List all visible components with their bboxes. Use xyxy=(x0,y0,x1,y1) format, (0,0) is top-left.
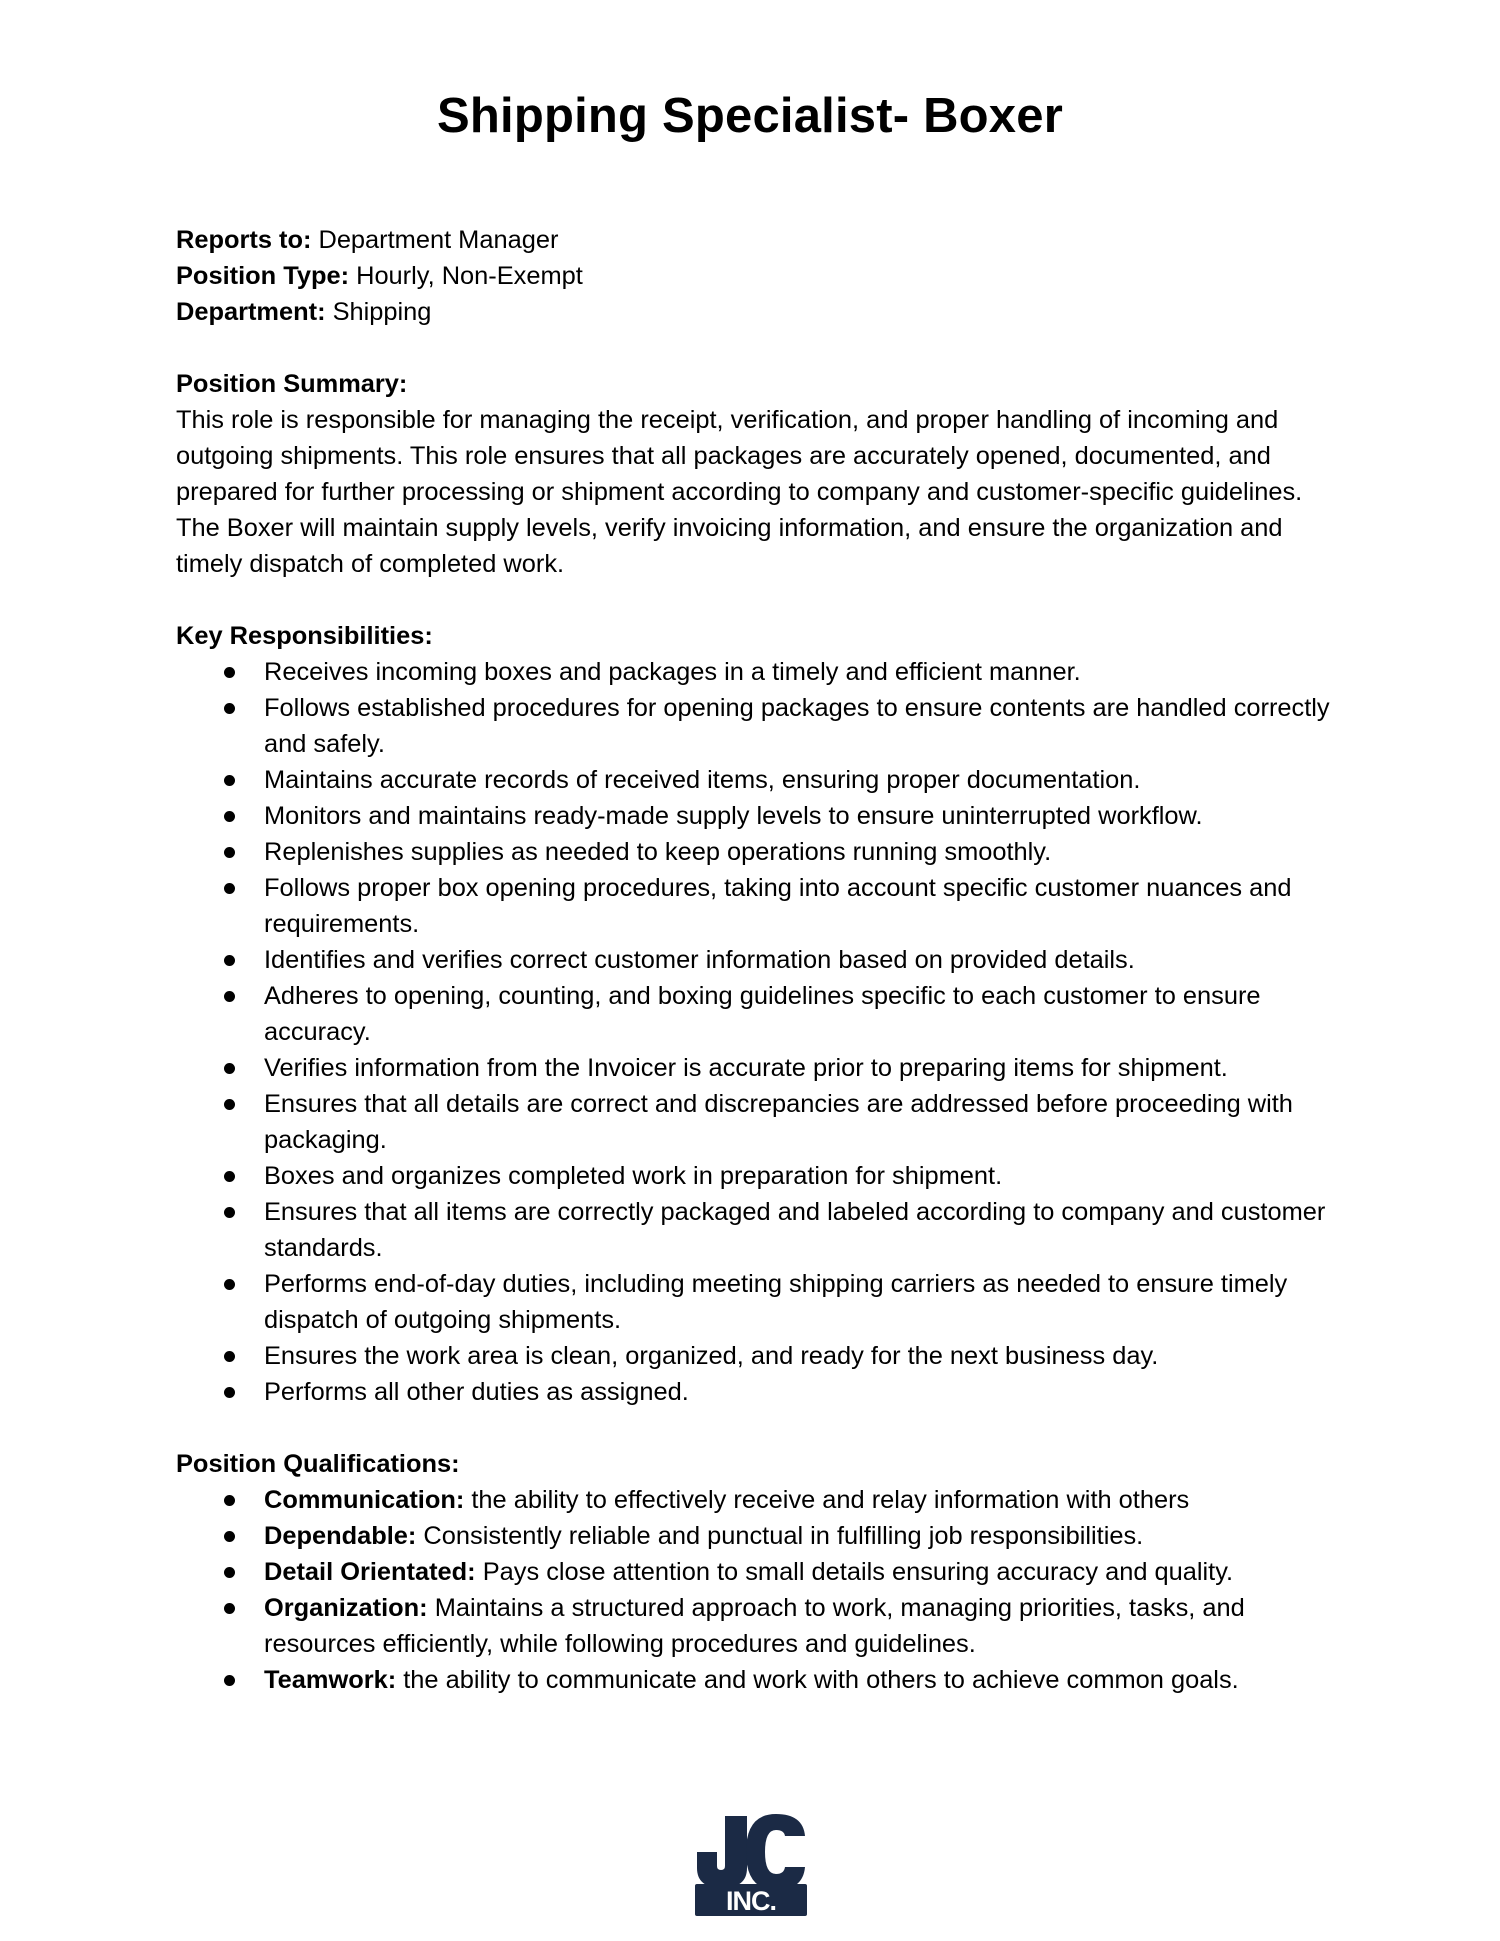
list-item: Performs end-of-day duties, including meeting shipping carriers as needed to ensure timely dispatch of outgoing shipments. xyxy=(176,1266,1336,1338)
list-item: Verifies information from the Invoicer is accurate prior to preparing items for shipment. xyxy=(176,1050,1336,1086)
list-item: Adheres to opening, counting, and boxing guidelines specific to each customer to ensure accuracy. xyxy=(176,978,1336,1050)
list-item: Monitors and maintains ready-made supply levels to ensure uninterrupted workflow. xyxy=(176,798,1336,834)
qualification-item xyxy=(176,1482,1336,1518)
qualification-label: Organization: xyxy=(264,1594,428,1622)
responsibilities-list xyxy=(176,654,1336,1410)
summary-text: This role is responsible for managing the receipt, verification, and proper handling of incoming and outgoing shipments. This role ensures that all packages are accurately opened, documented, and prepared for further processing or shipment according to company and customer-specific guidelines. The Boxer will maintain supply levels, verify invoicing information, and ensure the organization and timely dispatch of completed work. xyxy=(176,406,1303,578)
meta-value: Shipping xyxy=(325,298,432,326)
list-item: Performs all other duties as assigned. xyxy=(176,1374,1336,1410)
qualification-label: Teamwork: xyxy=(264,1666,397,1694)
qualification-item xyxy=(176,1518,1336,1554)
list-item: Ensures the work area is clean, organized, and ready for the next business day. xyxy=(176,1338,1336,1374)
responsibilities-heading: Key Responsibilities: xyxy=(176,622,433,650)
qualifications-heading: Position Qualifications: xyxy=(176,1450,460,1478)
meta-reports-to xyxy=(176,222,1336,258)
qualification-item xyxy=(176,1554,1336,1590)
page-title: Shipping Specialist- Boxer xyxy=(437,89,1063,143)
meta-label: Reports to: xyxy=(176,226,312,254)
jc-inc-logo-icon xyxy=(691,1812,809,1918)
qualification-item xyxy=(176,1662,1336,1698)
qualification-text: the ability to effectively receive and relay information with others xyxy=(464,1486,1190,1514)
list-item: Follows established procedures for opening packages to ensure contents are handled correctly and safely. xyxy=(176,690,1336,762)
document-body xyxy=(176,222,1336,1698)
meta-value: Department Manager xyxy=(311,226,559,254)
qualification-text: the ability to communicate and work with others to achieve common goals. xyxy=(396,1666,1239,1694)
meta-position-type xyxy=(176,258,1336,294)
qualification-label: Detail Orientated: xyxy=(264,1558,476,1586)
list-item: Identifies and verifies correct customer information based on provided details. xyxy=(176,942,1336,978)
list-item: Boxes and organizes completed work in preparation for shipment. xyxy=(176,1158,1336,1194)
logo-letter-j xyxy=(697,1816,747,1888)
qualification-label: Dependable: xyxy=(264,1522,417,1550)
qualification-item xyxy=(176,1590,1336,1662)
list-item: Ensures that all details are correct and discrepancies are addressed before proceeding with packaging. xyxy=(176,1086,1336,1158)
logo-inc-text: INC. xyxy=(726,1886,776,1916)
logo-letter-c xyxy=(746,1814,805,1890)
meta-block xyxy=(176,222,1336,330)
qualifications-list xyxy=(176,1482,1336,1698)
meta-department xyxy=(176,294,1336,330)
list-item: Maintains accurate records of received items, ensuring proper documentation. xyxy=(176,762,1336,798)
qualification-text: Consistently reliable and punctual in fulfilling job responsibilities. xyxy=(416,1522,1144,1550)
list-item: Receives incoming boxes and packages in a timely and efficient manner. xyxy=(176,654,1336,690)
summary-heading: Position Summary: xyxy=(176,370,408,398)
qualification-text: Pays close attention to small details ensuring accuracy and quality. xyxy=(475,1558,1234,1586)
list-item: Replenishes supplies as needed to keep operations running smoothly. xyxy=(176,834,1336,870)
company-logo xyxy=(691,1812,809,1918)
meta-label: Department: xyxy=(176,298,326,326)
qualification-label: Communication: xyxy=(264,1486,465,1514)
meta-label: Position Type: xyxy=(176,262,350,290)
qualification-text: Maintains a structured approach to work, managing priorities, tasks, and resources efficiently, while following procedures and guidelines. xyxy=(264,1594,1245,1658)
meta-value: Hourly, Non-Exempt xyxy=(349,262,583,290)
list-item: Ensures that all items are correctly packaged and labeled according to company and customer standards. xyxy=(176,1194,1336,1266)
list-item: Follows proper box opening procedures, taking into account specific customer nuances and requirements. xyxy=(176,870,1336,942)
